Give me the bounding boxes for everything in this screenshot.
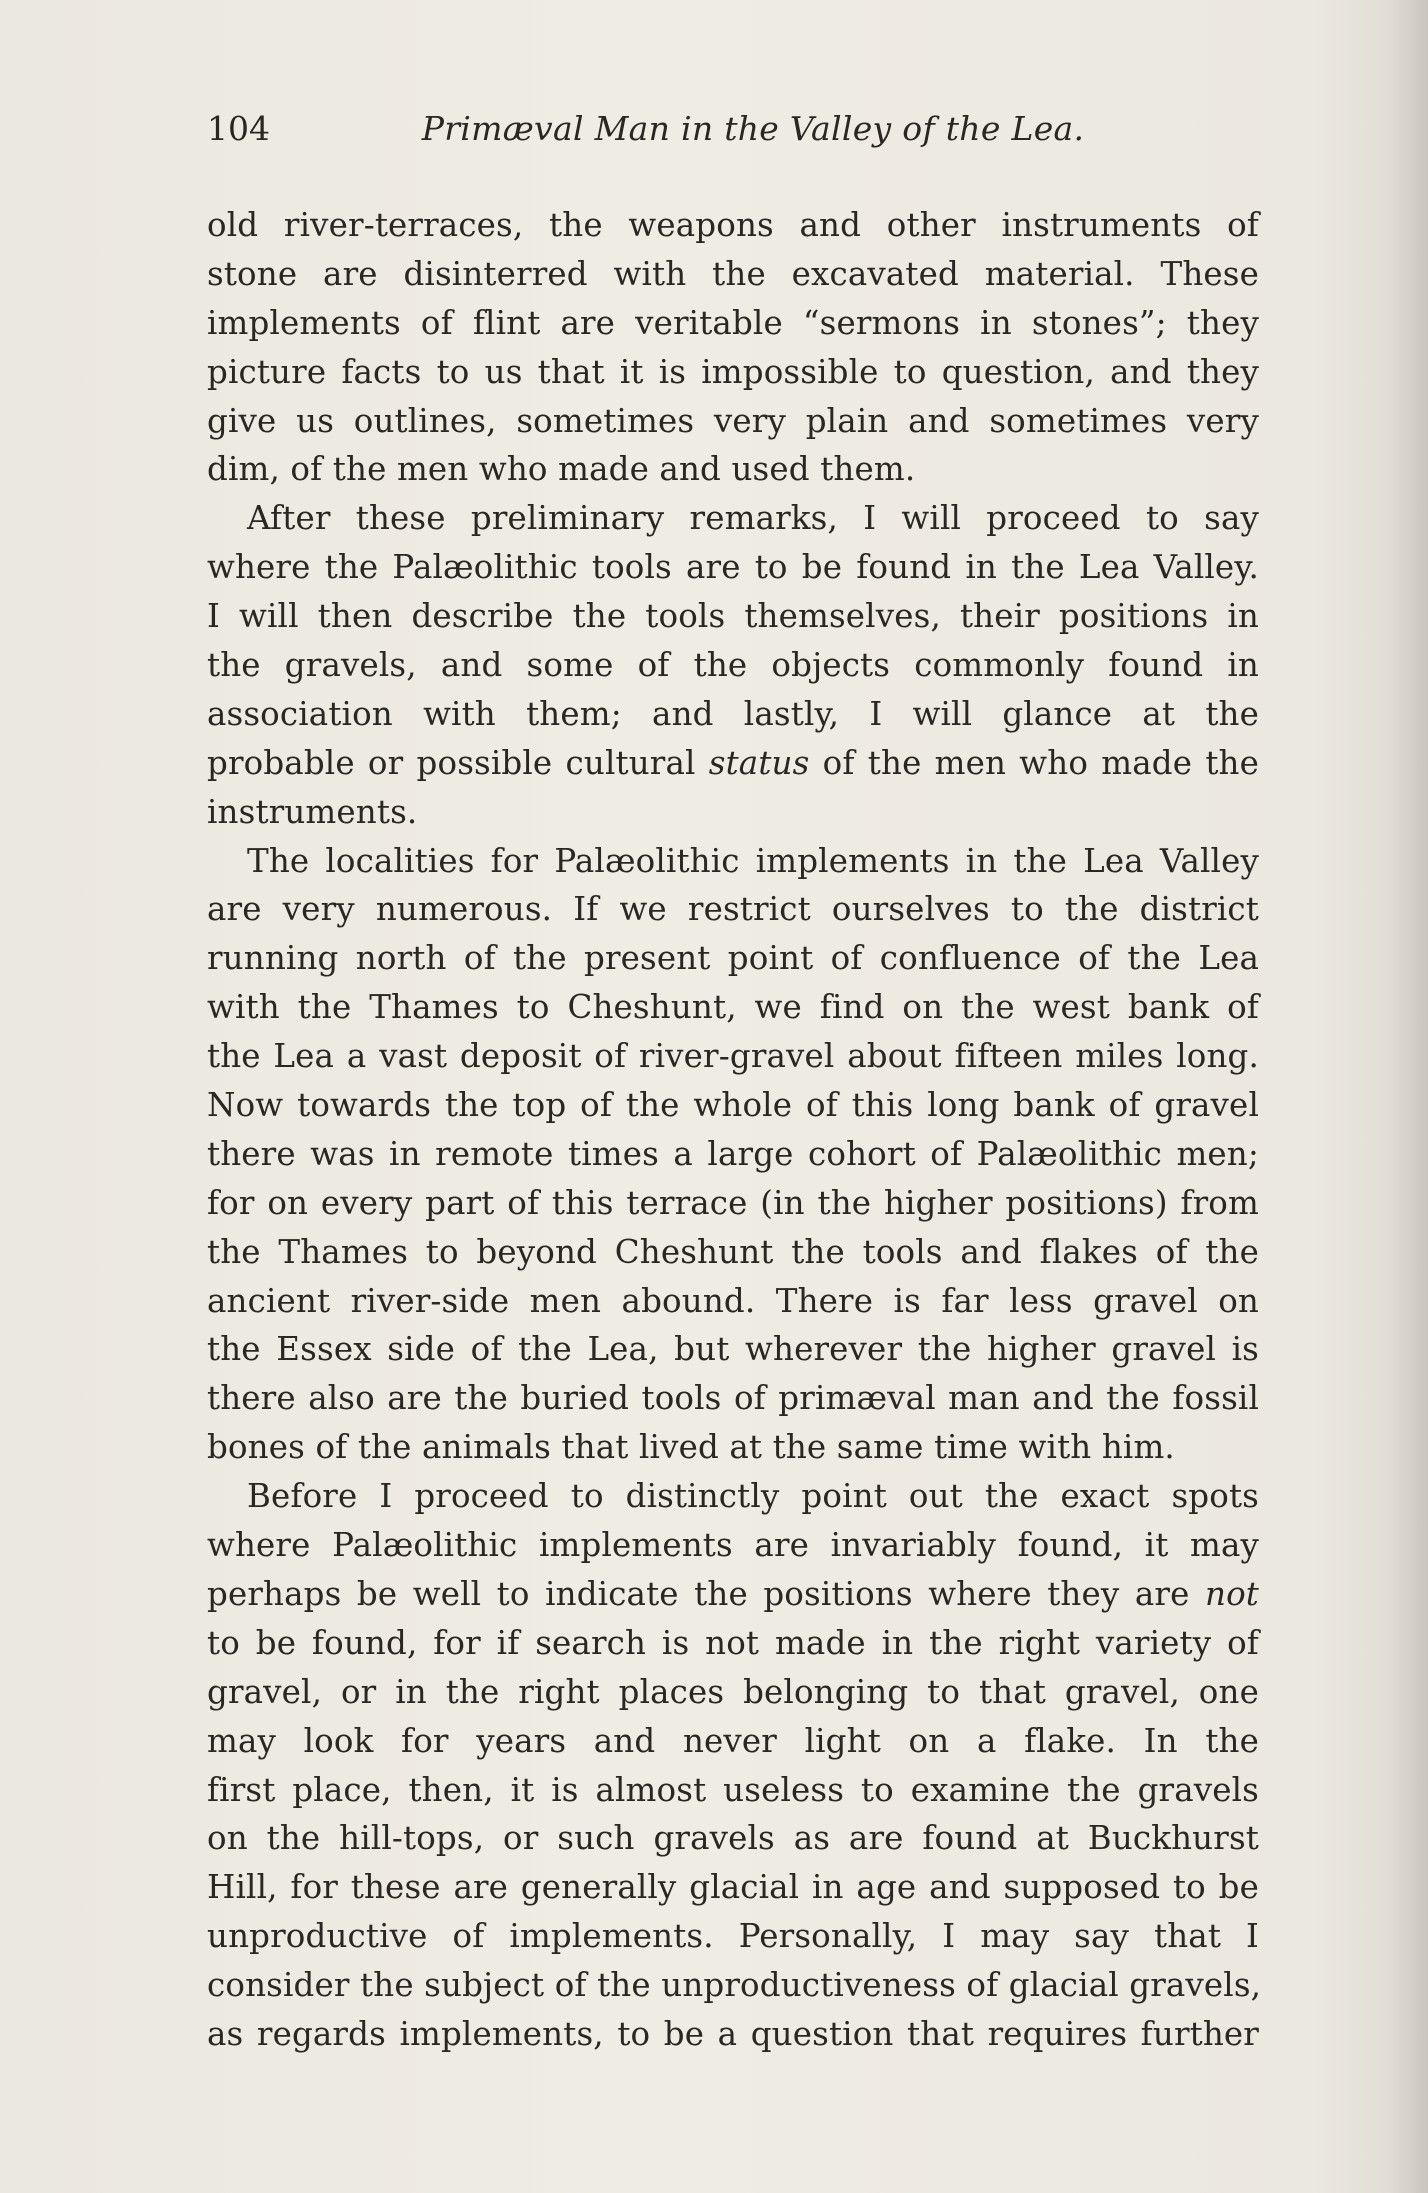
text-line: bones of the animals that lived at the same time with him. bbox=[207, 1428, 1175, 1467]
text-line: with the Thames to Cheshunt, we find on the west bank of bbox=[207, 988, 1259, 1027]
text-segment: perhaps be well to indicate the positions where they are bbox=[207, 1574, 1205, 1613]
text-line: old river-terraces, the weapons and other instruments of bbox=[207, 206, 1259, 244]
text-line: for on every part of this terrace (in the higher positions) from bbox=[207, 1183, 1259, 1222]
page-edge-shadow bbox=[1388, 0, 1428, 2193]
text-line: running north of the present point of confluence of the Lea bbox=[207, 939, 1259, 978]
italic-word: status bbox=[708, 743, 810, 782]
text-line: where the Palæolithic tools are to be found in the Lea Valley. bbox=[207, 548, 1259, 587]
page-number: 104 bbox=[207, 109, 270, 148]
text-segment: probable or possible cultural bbox=[207, 743, 709, 782]
text-line: there was in remote times a large cohort of Palæolithic men; bbox=[207, 1134, 1259, 1173]
text-line: on the hill-tops, or such gravels as are found at Buckhurst bbox=[207, 1819, 1259, 1858]
text-line: implements of flint are veritable “sermons in stones”; they bbox=[207, 303, 1259, 342]
text-line: are very numerous. If we restrict ourselves to the district bbox=[207, 890, 1259, 929]
text-line: dim, of the men who made and used them. bbox=[207, 450, 916, 489]
text-line: I will then describe the tools themselves, their positions in bbox=[207, 597, 1259, 636]
text-line: the Essex side of the Lea, but wherever the higher gravel is bbox=[207, 1330, 1259, 1369]
text-line: instruments. bbox=[207, 792, 418, 831]
text-line: Before I proceed to distinctly point out the exact spots bbox=[247, 1477, 1259, 1516]
text-line: the Lea a vast deposit of river-gravel about fifteen miles long. bbox=[207, 1037, 1259, 1076]
text-line: ancient river-side men abound. There is far less gravel on bbox=[207, 1281, 1259, 1320]
text-line: After these preliminary remarks, I will proceed to say bbox=[247, 499, 1259, 538]
text-line: where Palæolithic implements are invariably found, it may bbox=[207, 1526, 1259, 1565]
running-title: Primæval Man in the Valley of the Lea. bbox=[421, 109, 1085, 148]
text-line: first place, then, it is almost useless to examine the gravels bbox=[207, 1770, 1259, 1809]
text-line: association with them; and lastly, I will glance at the bbox=[207, 694, 1259, 733]
text-line: unproductive of implements. Personally, I may say that I bbox=[207, 1917, 1259, 1956]
italic-word: not bbox=[1204, 1574, 1259, 1613]
text-line: Hill, for these are generally glacial in age and supposed to be bbox=[207, 1868, 1259, 1907]
text-line: there also are the buried tools of primæval man and the fossil bbox=[207, 1379, 1259, 1418]
body-text bbox=[207, 201, 1262, 2059]
text-line: give us outlines, sometimes very plain and sometimes very bbox=[207, 401, 1259, 440]
text-line: the gravels, and some of the objects commonly found in bbox=[207, 646, 1259, 685]
text-line: the Thames to beyond Cheshunt the tools and flakes of the bbox=[207, 1232, 1259, 1271]
text-line: Now towards the top of the whole of this long bank of gravel bbox=[207, 1086, 1259, 1125]
text-line: to be found, for if search is not made in the right variety of bbox=[207, 1623, 1259, 1662]
text-line: consider the subject of the unproductiveness of glacial gravels, bbox=[207, 1966, 1262, 2005]
text-segment: of the men who made the bbox=[809, 743, 1260, 782]
text-line bbox=[207, 739, 1259, 788]
text-line: gravel, or in the right places belonging to that gravel, one bbox=[207, 1672, 1259, 1711]
text-line: may look for years and never light on a flake. In the bbox=[207, 1721, 1259, 1760]
page-header bbox=[207, 104, 1259, 154]
text-line: stone are disinterred with the excavated material. These bbox=[207, 254, 1259, 293]
text-line: picture facts to us that it is impossible to question, and they bbox=[207, 352, 1259, 391]
text-line: as regards implements, to be a question that requires further bbox=[207, 2014, 1259, 2053]
text-line: The localities for Palæolithic implements in the Lea Valley bbox=[247, 841, 1259, 880]
text-line bbox=[207, 1570, 1259, 1619]
